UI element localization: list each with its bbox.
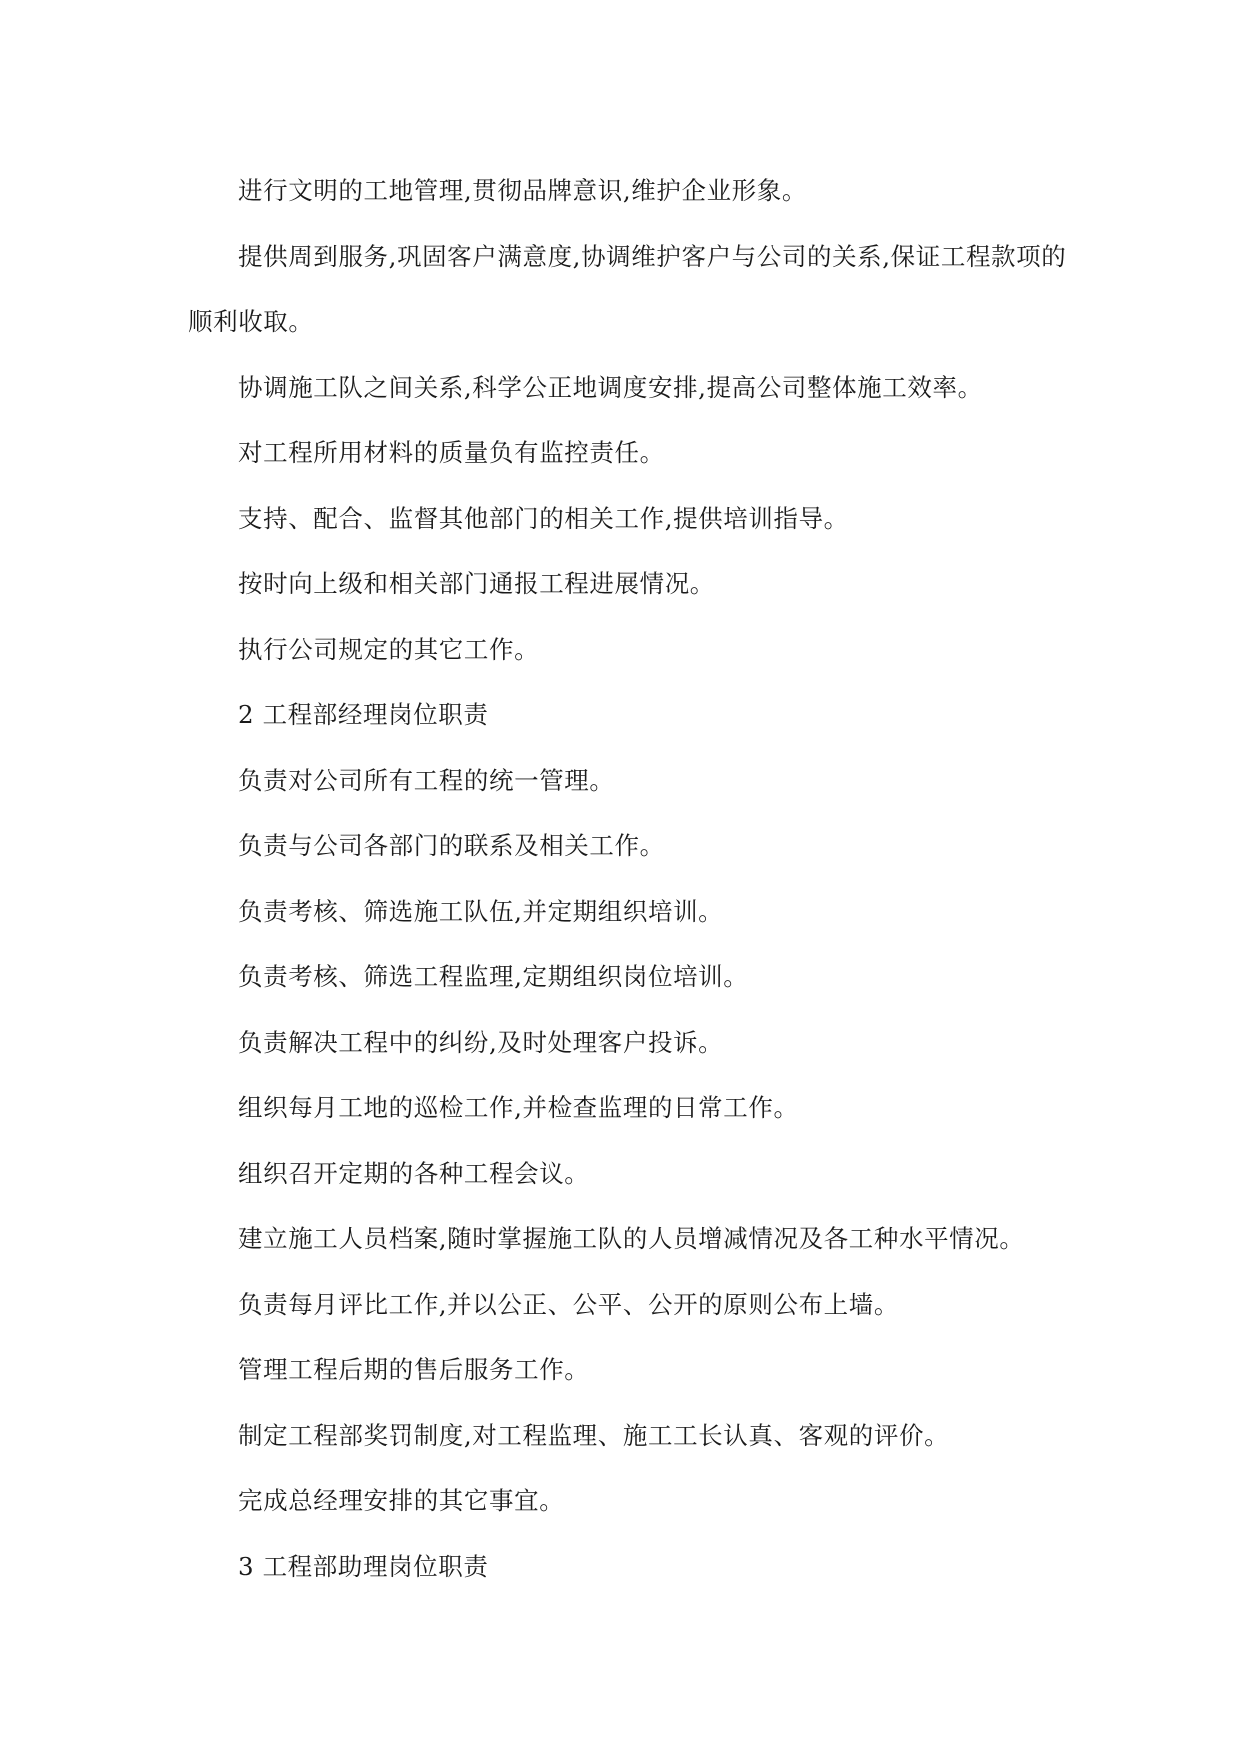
section-heading: 3 工程部助理岗位职责	[238, 1551, 489, 1581]
paragraph: 负责解决工程中的纠纷,及时处理客户投诉。	[238, 1027, 724, 1057]
paragraph: 支持、配合、监督其他部门的相关工作,提供培训指导。	[238, 503, 849, 533]
paragraph: 负责每月评比工作,并以公正、公平、公开的原则公布上墙。	[238, 1289, 899, 1319]
paragraph: 负责对公司所有工程的统一管理。	[238, 765, 615, 795]
paragraph: 组织每月工地的巡检工作,并检查监理的日常工作。	[238, 1093, 799, 1122]
paragraph: 提供周到服务,巩固客户满意度,协调维护客户与公司的关系,保证工程款项的顺利收取。	[188, 241, 1067, 336]
paragraph: 进行文明的工地管理,贯彻品牌意识,维护企业形象。	[238, 176, 807, 205]
paragraph: 制定工程部奖罚制度,对工程监理、施工工长认真、客观的评价。	[238, 1420, 950, 1450]
paragraph: 负责考核、筛选施工队伍,并定期组织培训。	[238, 896, 724, 926]
document-body	[188, 158, 1068, 1599]
paragraph: 管理工程后期的售后服务工作。	[238, 1355, 590, 1384]
paragraph: 协调施工队之间关系,科学公正地调度安排,提高公司整体施工效率。	[238, 372, 983, 402]
paragraph: 对工程所用材料的质量负有监控责任。	[238, 438, 665, 467]
section-heading: 2 工程部经理岗位职责	[238, 700, 489, 729]
paragraph: 负责与公司各部门的联系及相关工作。	[238, 831, 665, 860]
paragraph: 执行公司规定的其它工作。	[238, 634, 540, 664]
paragraph: 按时向上级和相关部门通报工程进展情况。	[238, 569, 715, 598]
paragraph: 建立施工人员档案,随时掌握施工队的人员增减情况及各工种水平情况。	[238, 1224, 1025, 1253]
paragraph: 组织召开定期的各种工程会议。	[238, 1158, 590, 1188]
paragraph: 负责考核、筛选工程监理,定期组织岗位培训。	[238, 962, 749, 991]
paragraph: 完成总经理安排的其它事宜。	[238, 1486, 565, 1515]
